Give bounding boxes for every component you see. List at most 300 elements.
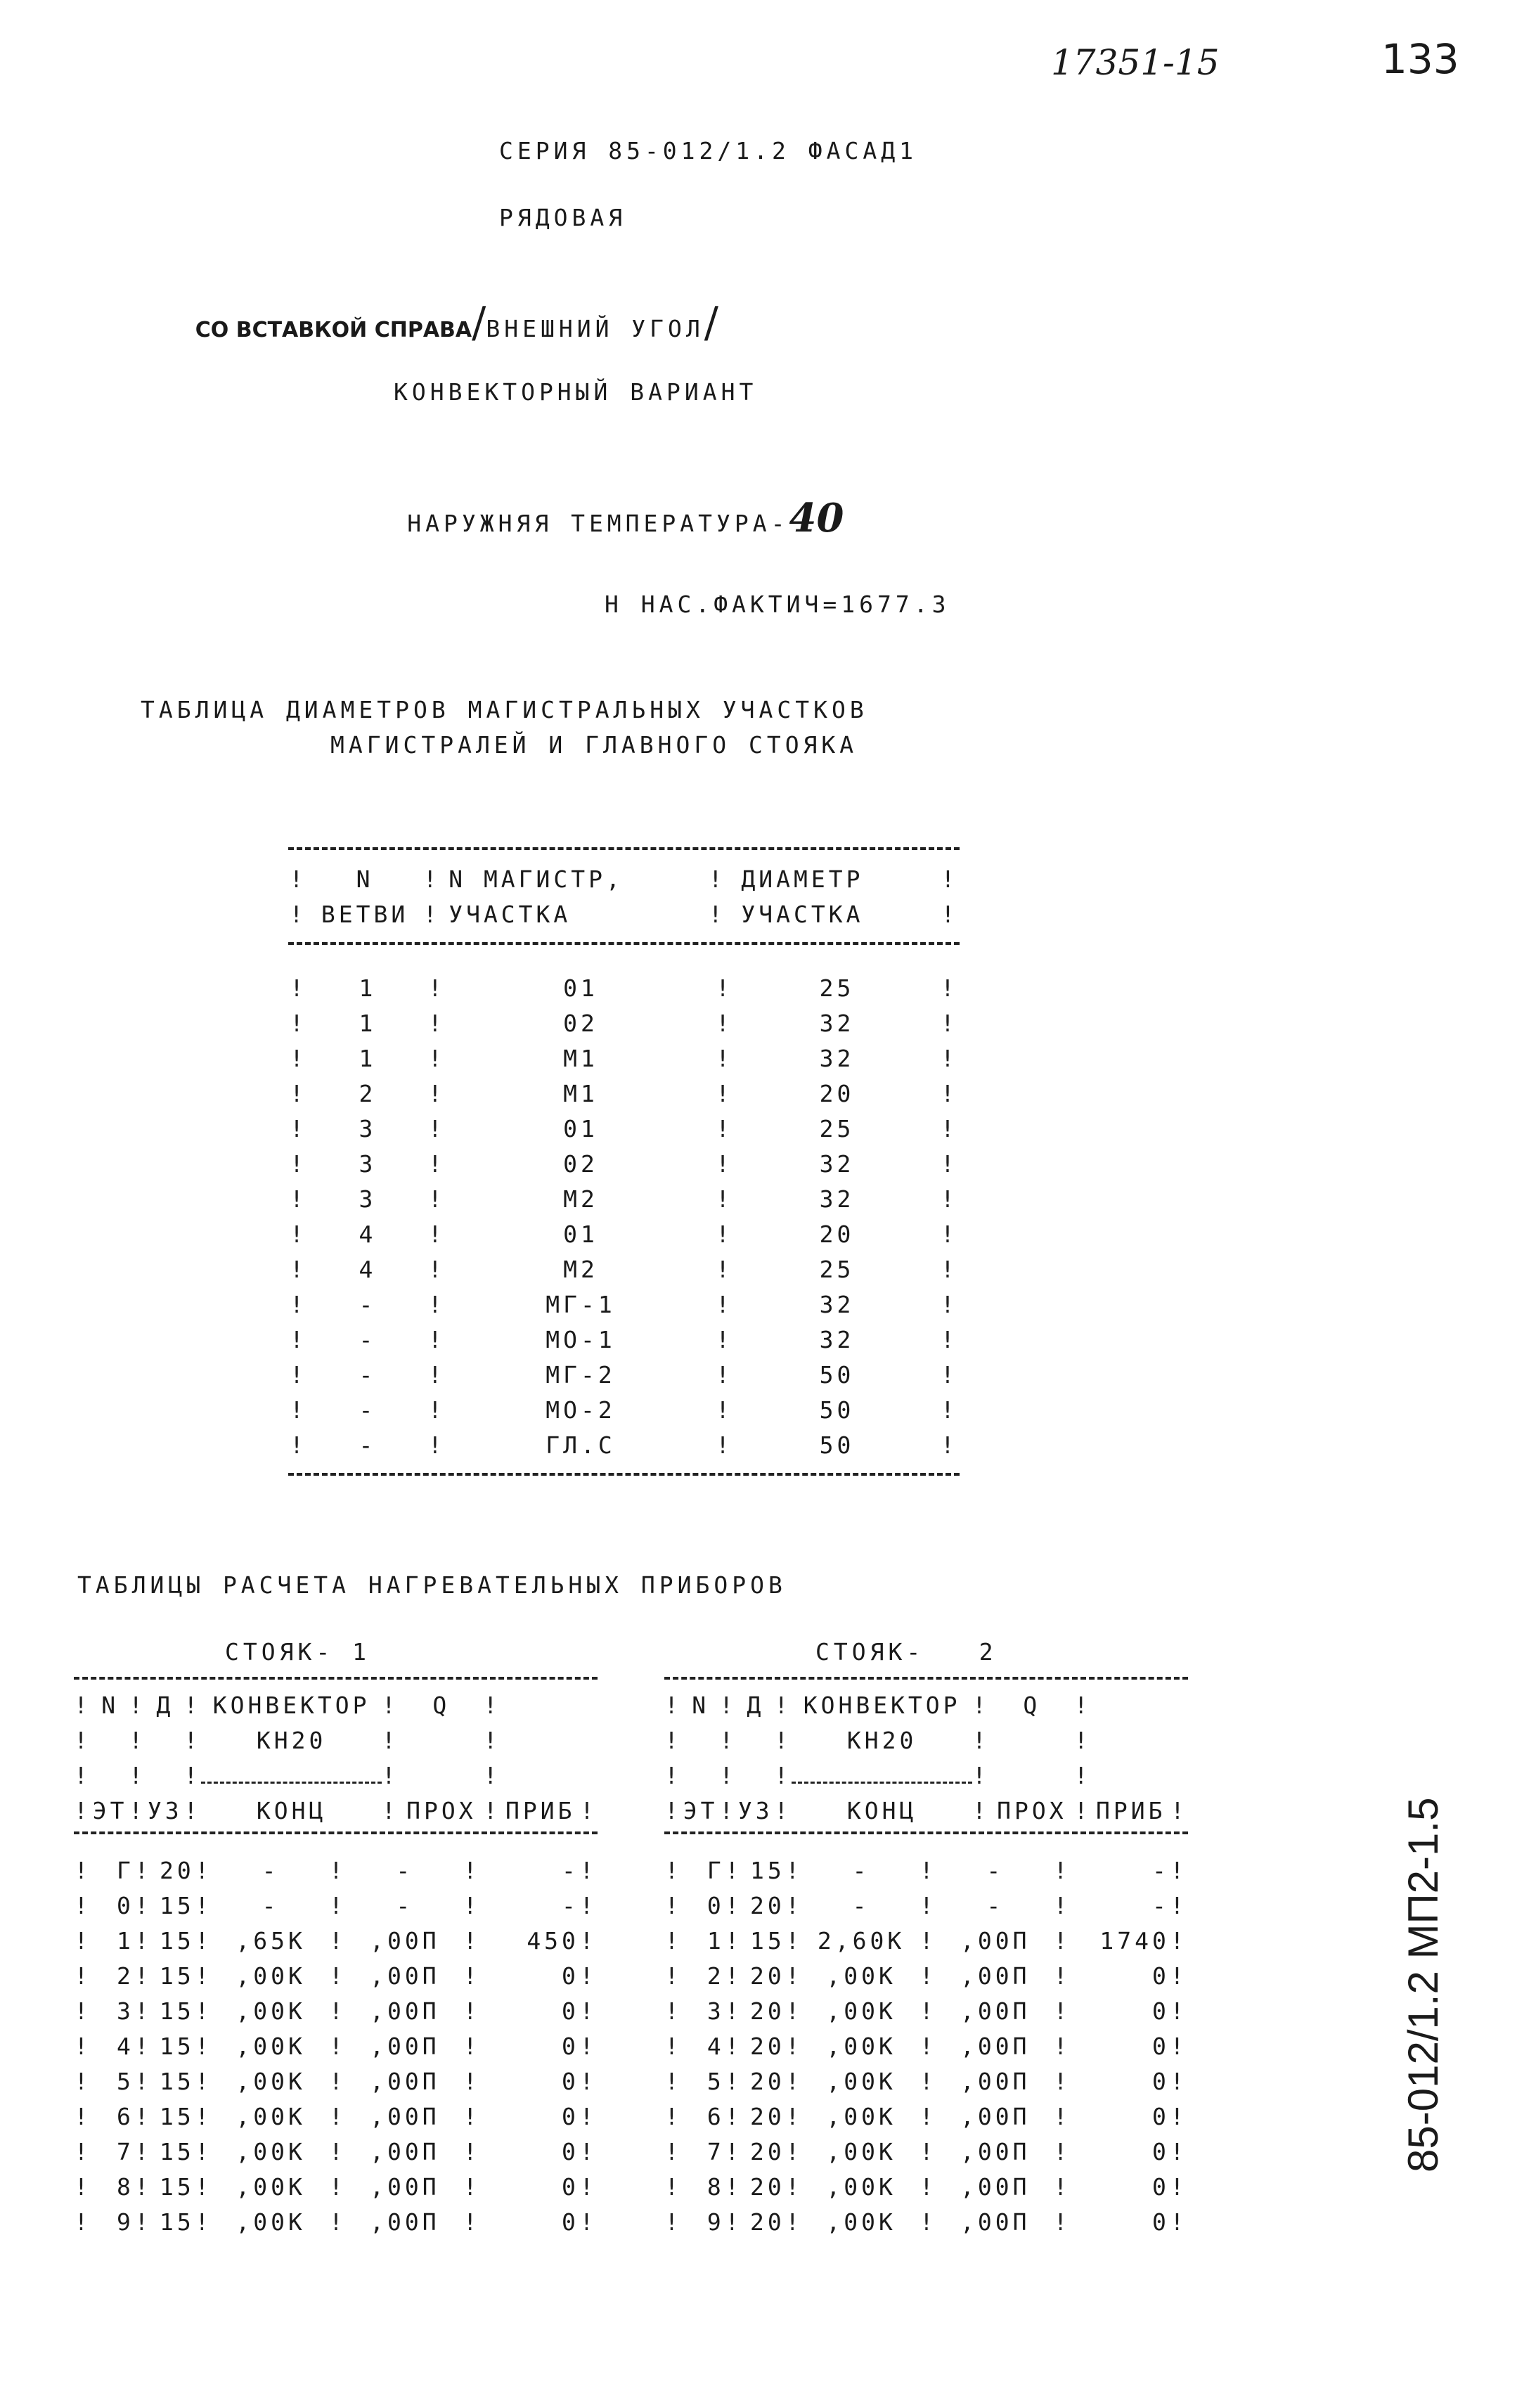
- h-nas-line: Н НАС.ФАКТИЧ=1677.3: [605, 591, 950, 618]
- table-row: [664, 2099, 1188, 2134]
- konc-cell: ,65К: [235, 1926, 306, 1955]
- separator-mark: !: [427, 1009, 446, 1037]
- branch-cell: -: [359, 1360, 377, 1389]
- prox-cell: ,00П: [960, 2102, 1031, 2130]
- table-row: [74, 2134, 598, 2169]
- separator-mark: !: [329, 2172, 347, 2201]
- table-row: [288, 1322, 960, 1357]
- node-cell: 15: [160, 2172, 195, 2201]
- prib-cell: 0: [562, 2137, 579, 2165]
- separator-mark: !: [74, 2032, 92, 2060]
- header-diam-2: УЧАСТКА: [741, 900, 864, 928]
- separator-mark: !: [134, 1891, 153, 1919]
- prox-cell: ,00П: [370, 2032, 440, 2060]
- separator-mark: !: [774, 1691, 792, 1719]
- separator-mark: !: [716, 1114, 734, 1142]
- floor-cell: 8: [116, 2172, 134, 2201]
- separator-mark: !: [134, 2067, 153, 2095]
- table-row: [288, 1076, 960, 1111]
- header-q: Q: [1023, 1691, 1041, 1719]
- separator-mark: !: [195, 2208, 213, 2236]
- separator-mark: !: [664, 2208, 683, 2236]
- diam-table-body: [288, 970, 960, 1462]
- separator-mark: !: [1053, 2172, 1071, 2201]
- node-cell: 20: [749, 1891, 785, 1919]
- section-cell: МГ-1: [546, 1290, 616, 1318]
- separator-mark: !: [483, 1726, 501, 1754]
- separator-mark: !: [716, 1079, 734, 1107]
- separator-mark: !: [129, 1761, 147, 1789]
- separator-mark: !: [785, 2032, 804, 2060]
- prox-cell: ,00П: [960, 2032, 1031, 2060]
- section-cell: МГ-2: [546, 1360, 616, 1389]
- separator-mark: !: [940, 1114, 958, 1142]
- header-row: [74, 1723, 598, 1758]
- prox-cell: -: [986, 1891, 1005, 1919]
- table-row: [288, 1181, 960, 1216]
- separator-mark: !: [725, 2102, 743, 2130]
- diameter-cell: 32: [819, 1290, 855, 1318]
- separator-mark: !: [427, 1255, 446, 1283]
- separator-mark: !: [919, 2102, 937, 2130]
- header-blank: [146, 1723, 183, 1758]
- separator-mark: !: [579, 2032, 598, 2060]
- separator-mark: !: [463, 2208, 481, 2236]
- header-blank: [399, 1723, 484, 1758]
- prib-cell: 1740: [1099, 1926, 1170, 1955]
- floor-cell: 6: [116, 2102, 134, 2130]
- separator-mark: !: [716, 1255, 734, 1283]
- separator-mark: !: [483, 1691, 501, 1719]
- konc-cell: ,00К: [235, 2102, 306, 2130]
- separator-mark: !: [134, 2102, 153, 2130]
- separator-mark: !: [940, 1079, 958, 1107]
- konc-cell: ,00К: [826, 2172, 896, 2201]
- insert-middle: ВНЕШНИЙ УГОЛ: [486, 315, 704, 342]
- node-cell: 20: [749, 2137, 785, 2165]
- table-row: [74, 2204, 598, 2239]
- floor-cell: 9: [116, 2208, 134, 2236]
- floor-cell: 5: [116, 2067, 134, 2095]
- separator-mark: !: [664, 1891, 683, 1919]
- riser2-top-rule: [664, 1677, 1188, 1680]
- table-row: [664, 2028, 1188, 2063]
- separator-mark: !: [719, 1691, 737, 1719]
- separator-mark: !: [940, 1255, 958, 1283]
- separator-mark: !: [329, 2137, 347, 2165]
- separator-mark: !: [919, 2032, 937, 2060]
- separator-mark: !: [725, 2137, 743, 2165]
- prib-cell: 450: [527, 1926, 579, 1955]
- diam-table-top-rule: [288, 847, 960, 850]
- node-cell: 15: [749, 1926, 785, 1955]
- prox-cell: ,00П: [960, 2172, 1031, 2201]
- header-blank: [399, 1758, 484, 1793]
- separator-mark: !: [427, 1044, 446, 1072]
- separator-mark: !: [785, 1891, 804, 1919]
- diameter-cell: 32: [819, 1325, 855, 1353]
- konc-cell: -: [852, 1856, 870, 1884]
- separator-mark: !: [134, 1926, 153, 1955]
- separator-mark: !: [579, 2067, 598, 2095]
- konc-cell: -: [262, 1856, 280, 1884]
- riser2-header-rule: [664, 1831, 1188, 1834]
- konc-cell: ,00К: [235, 1962, 306, 1990]
- header-row: [74, 1758, 598, 1793]
- floor-cell: 5: [706, 2067, 725, 2095]
- separator-mark: !: [785, 2137, 804, 2165]
- separator-mark: !: [664, 2137, 683, 2165]
- slash-mark-2: /: [704, 298, 718, 347]
- branch-cell: 3: [359, 1150, 377, 1178]
- separator-mark: !: [427, 974, 446, 1002]
- prib-cell: 0: [562, 2102, 579, 2130]
- header-n: N: [101, 1691, 120, 1719]
- prox-cell: ,00П: [370, 2137, 440, 2165]
- header-blank: [990, 1723, 1074, 1758]
- diam-table-title-1: ТАБЛИЦА ДИАМЕТРОВ МАГИСТРАЛЬНЫХ УЧАСТКОВ: [141, 696, 868, 723]
- separator-mark: !: [134, 1962, 153, 1990]
- separator-mark: !: [940, 1325, 958, 1353]
- branch-cell: 1: [359, 1044, 377, 1072]
- separator-mark: !: [290, 1325, 307, 1353]
- table-row: [288, 1427, 960, 1462]
- separator-mark: !: [579, 2102, 598, 2130]
- node-cell: 15: [160, 1997, 195, 2025]
- floor-cell: 7: [116, 2137, 134, 2165]
- konc-cell: ,00К: [235, 2137, 306, 2165]
- separator-mark: !: [74, 1691, 92, 1719]
- separator-mark: !: [329, 2102, 347, 2130]
- separator-mark: !: [940, 1220, 958, 1248]
- separator-mark: !: [382, 1796, 399, 1824]
- temperature-line: [394, 482, 844, 541]
- floor-cell: 7: [706, 2137, 725, 2165]
- table-row: [664, 2134, 1188, 2169]
- header-conv: КОНВЕКТОР: [803, 1691, 961, 1719]
- separator-mark: !: [1170, 1962, 1188, 1990]
- separator-mark: !: [183, 1761, 202, 1789]
- separator-mark: !: [664, 2172, 683, 2201]
- separator-mark: !: [183, 1796, 202, 1824]
- header-conv: КОНВЕКТОР: [212, 1691, 370, 1719]
- header-n: N: [692, 1691, 710, 1719]
- header-row: [74, 1687, 598, 1723]
- section-cell: МО-2: [546, 1396, 616, 1424]
- separator-mark: !: [290, 1079, 307, 1107]
- table-row: [664, 2169, 1188, 2204]
- separator-mark: !: [940, 974, 958, 1002]
- separator-mark: !: [183, 1726, 202, 1754]
- node-cell: 15: [160, 2067, 195, 2095]
- riser1-header: [74, 1687, 598, 1828]
- header-blank: [737, 1723, 774, 1758]
- node-cell: 20: [749, 2032, 785, 2060]
- riser2-title: СТОЯК- 2: [815, 1638, 998, 1666]
- separator-mark: !: [716, 1220, 734, 1248]
- floor-cell: 2: [116, 1962, 134, 1990]
- separator-mark: !: [972, 1761, 990, 1789]
- node-cell: 15: [160, 1926, 195, 1955]
- prox-cell: -: [986, 1856, 1005, 1884]
- separator-mark: !: [290, 1044, 307, 1072]
- diameter-cell: 32: [819, 1185, 855, 1213]
- separator-mark: !: [919, 1926, 937, 1955]
- separator-mark: !: [919, 1997, 937, 2025]
- temperature-label: НАРУЖНЯЯ ТЕМПЕРАТУРА-: [407, 510, 789, 537]
- diameter-cell: 32: [819, 1009, 855, 1037]
- node-cell: 20: [749, 2102, 785, 2130]
- variant-line: КОНВЕКТОРНЫЙ ВАРИАНТ: [394, 378, 758, 406]
- separator-mark: !: [290, 974, 307, 1002]
- node-cell: 15: [160, 2102, 195, 2130]
- table-row: [288, 1287, 960, 1322]
- separator-mark: !: [329, 1891, 347, 1919]
- separator-mark: !: [972, 1691, 990, 1719]
- separator-mark: !: [195, 1891, 213, 1919]
- separator-mark: !: [1170, 1891, 1188, 1919]
- separator-mark: !: [579, 2208, 598, 2236]
- separator-mark: !: [382, 1761, 399, 1789]
- separator-mark: !: [195, 1962, 213, 1990]
- separator-mark: !: [427, 1185, 446, 1213]
- branch-cell: 4: [359, 1255, 377, 1283]
- separator-mark: !: [74, 2137, 92, 2165]
- document-number: 17351-15: [1051, 42, 1220, 83]
- diam-table-bottom-rule: [288, 1473, 960, 1476]
- floor-cell: 0: [116, 1891, 134, 1919]
- row-type: РЯДОВАЯ: [499, 204, 627, 231]
- table-row: [664, 1958, 1188, 1993]
- separator-mark: !: [579, 1926, 598, 1955]
- separator-mark: !: [1053, 2067, 1071, 2095]
- riser1-title: СТОЯК- 1: [225, 1638, 370, 1666]
- floor-cell: 3: [116, 1997, 134, 2025]
- separator-mark: !: [129, 1691, 147, 1719]
- separator-mark: !: [1170, 2067, 1188, 2095]
- header-model: КН20: [846, 1726, 917, 1754]
- side-stamp: 85-012/1.2 МП2-1.5: [1400, 1797, 1447, 2172]
- separator-mark: !: [195, 2032, 213, 2060]
- separator-mark: !: [382, 1691, 399, 1719]
- separator-mark: !: [195, 2137, 213, 2165]
- header-prox: ПРОХ: [997, 1796, 1067, 1824]
- floor-cell: 3: [706, 1997, 725, 2025]
- floor-cell: 1: [706, 1926, 725, 1955]
- prib-cell: 0: [562, 2208, 579, 2236]
- separator-mark: !: [1053, 2137, 1071, 2165]
- branch-cell: -: [359, 1431, 377, 1459]
- prox-cell: -: [396, 1856, 414, 1884]
- separator-mark: !: [483, 1796, 501, 1824]
- separator-mark: !: [290, 1009, 307, 1037]
- branch-cell: 3: [359, 1114, 377, 1142]
- separator-mark: !: [329, 2032, 347, 2060]
- header-q: Q: [432, 1691, 451, 1719]
- prox-cell: ,00П: [370, 2102, 440, 2130]
- prox-cell: ,00П: [370, 2067, 440, 2095]
- divider-line: [792, 1782, 972, 1784]
- separator-mark: !: [74, 1726, 92, 1754]
- section-cell: 02: [563, 1009, 598, 1037]
- separator-mark: !: [1053, 1891, 1071, 1919]
- separator-mark: !: [716, 1044, 734, 1072]
- header-konc: КОНЦ: [256, 1796, 327, 1824]
- header-row: [664, 1793, 1188, 1828]
- separator-mark: !: [1053, 2208, 1071, 2236]
- node-cell: 20: [160, 1856, 195, 1884]
- separator-mark: !: [290, 1255, 307, 1283]
- separator-mark: !: [74, 2172, 92, 2201]
- separator-mark: !: [919, 2208, 937, 2236]
- page-number: 133: [1381, 35, 1459, 83]
- separator-mark: !: [664, 1962, 683, 1990]
- separator-mark: !: [463, 1926, 481, 1955]
- separator-mark: !: [919, 1962, 937, 1990]
- separator-mark: !: [1170, 2137, 1188, 2165]
- section-cell: М2: [563, 1185, 598, 1213]
- separator-mark: !: [919, 1856, 937, 1884]
- header-blank: [990, 1758, 1074, 1793]
- separator-mark: !: [719, 1796, 737, 1824]
- konc-cell: -: [262, 1891, 280, 1919]
- separator-mark: !: [725, 2032, 743, 2060]
- separator-mark: !: [74, 1856, 92, 1884]
- separator-mark: !: [463, 1891, 481, 1919]
- separator-mark: !: [329, 1962, 347, 1990]
- konc-cell: ,00К: [826, 2032, 896, 2060]
- table-row: [288, 970, 960, 1005]
- prox-cell: ,00П: [370, 1997, 440, 2025]
- prib-cell: 0: [562, 2172, 579, 2201]
- riser1-header-rule: [74, 1831, 598, 1834]
- separator-mark: !: [134, 1997, 153, 2025]
- prox-cell: -: [396, 1891, 414, 1919]
- separator-mark: !: [134, 2208, 153, 2236]
- prib-cell: 0: [1152, 1997, 1170, 2025]
- separator-mark: !: [329, 2067, 347, 2095]
- header-section-2: УЧАСТКА: [448, 900, 572, 928]
- separator-mark: !: [1073, 1691, 1092, 1719]
- floor-cell: 4: [706, 2032, 725, 2060]
- separator-mark: !: [195, 1997, 213, 2025]
- konc-cell: ,00К: [235, 1997, 306, 2025]
- section-cell: ГЛ.С: [546, 1431, 616, 1459]
- separator-mark: !: [329, 1856, 347, 1884]
- riser2-body: [664, 1853, 1188, 2239]
- separator-mark: !: [664, 1726, 683, 1754]
- separator-mark: !: [427, 1079, 446, 1107]
- table-row: [74, 2099, 598, 2134]
- separator-mark: !: [940, 1290, 958, 1318]
- header-row: [664, 1758, 1188, 1793]
- separator-mark: !: [1073, 1726, 1092, 1754]
- branch-cell: 2: [359, 1079, 377, 1107]
- table-row: [664, 2204, 1188, 2239]
- header-prib: ПРИБ: [1096, 1796, 1166, 1824]
- separator-mark: !: [725, 1997, 743, 2025]
- separator-mark: !: [329, 1997, 347, 2025]
- prib-cell: 0: [1152, 2137, 1170, 2165]
- separator-mark: !: [1053, 1856, 1071, 1884]
- prib-cell: 0: [562, 1997, 579, 2025]
- node-cell: 20: [749, 2172, 785, 2201]
- table-row: [664, 1923, 1188, 1958]
- konc-cell: ,00К: [826, 2102, 896, 2130]
- separator-mark: !: [129, 1726, 147, 1754]
- separator-mark: !: [664, 2067, 683, 2095]
- table-row: [288, 1216, 960, 1251]
- separator-mark: !: [1053, 1926, 1071, 1955]
- section-cell: МО-1: [546, 1325, 616, 1353]
- separator-mark: !: [1170, 1997, 1188, 2025]
- separator-mark: !: [579, 1796, 598, 1824]
- separator-mark: !: [74, 1796, 92, 1824]
- floor-cell: 2: [706, 1962, 725, 1990]
- separator-mark: !: [725, 1891, 743, 1919]
- node-cell: 20: [749, 2208, 785, 2236]
- prib-cell: 0: [562, 2067, 579, 2095]
- separator-mark: !: [725, 2172, 743, 2201]
- table-row: [288, 1251, 960, 1287]
- separator-mark: !: [1170, 2208, 1188, 2236]
- separator-mark: !: [290, 1150, 307, 1178]
- separator-mark: !: [483, 1761, 501, 1789]
- branch-cell: -: [359, 1325, 377, 1353]
- separator-mark: !: [1170, 1856, 1188, 1884]
- table-row: [288, 1005, 960, 1041]
- insert-line: [167, 271, 718, 347]
- separator-mark: !: [716, 1431, 734, 1459]
- separator-mark: !: [940, 1009, 958, 1037]
- separator-mark: !: [290, 1185, 307, 1213]
- separator-mark: !: [463, 2172, 481, 2201]
- table-row: [664, 1993, 1188, 2028]
- separator-mark: !: [716, 1290, 734, 1318]
- separator-mark: !: [716, 1360, 734, 1389]
- separator-mark: !: [427, 1325, 446, 1353]
- separator-mark: !: [579, 1962, 598, 1990]
- floor-cell: 8: [706, 2172, 725, 2201]
- separator-mark: !: [716, 1150, 734, 1178]
- separator-mark: !: [785, 2208, 804, 2236]
- separator-mark: !: [195, 2067, 213, 2095]
- separator-mark: !: [664, 1691, 683, 1719]
- separator-mark: !: [195, 2102, 213, 2130]
- floor-cell: 4: [116, 2032, 134, 2060]
- table-row: [74, 1923, 598, 1958]
- diameter-cell: 25: [819, 974, 855, 1002]
- separator-mark: !: [940, 1396, 958, 1424]
- separator-mark: !: [1170, 2102, 1188, 2130]
- floor-cell: 9: [706, 2208, 725, 2236]
- prib-cell: -: [562, 1891, 579, 1919]
- separator-mark: !: [716, 1325, 734, 1353]
- header-blank: [682, 1723, 719, 1758]
- separator-mark: !: [290, 1396, 307, 1424]
- separator-mark: !: [940, 1431, 958, 1459]
- prib-cell: -: [1152, 1891, 1170, 1919]
- header-blank: [91, 1723, 129, 1758]
- table-row: [288, 1392, 960, 1427]
- branch-cell: 1: [359, 1009, 377, 1037]
- separator-mark: !: [940, 1150, 958, 1178]
- prox-cell: ,00П: [960, 2067, 1031, 2095]
- table-row: [74, 1993, 598, 2028]
- separator-mark: !: [463, 2102, 481, 2130]
- separator-mark: !: [463, 1856, 481, 1884]
- separator-mark: !: [725, 1962, 743, 1990]
